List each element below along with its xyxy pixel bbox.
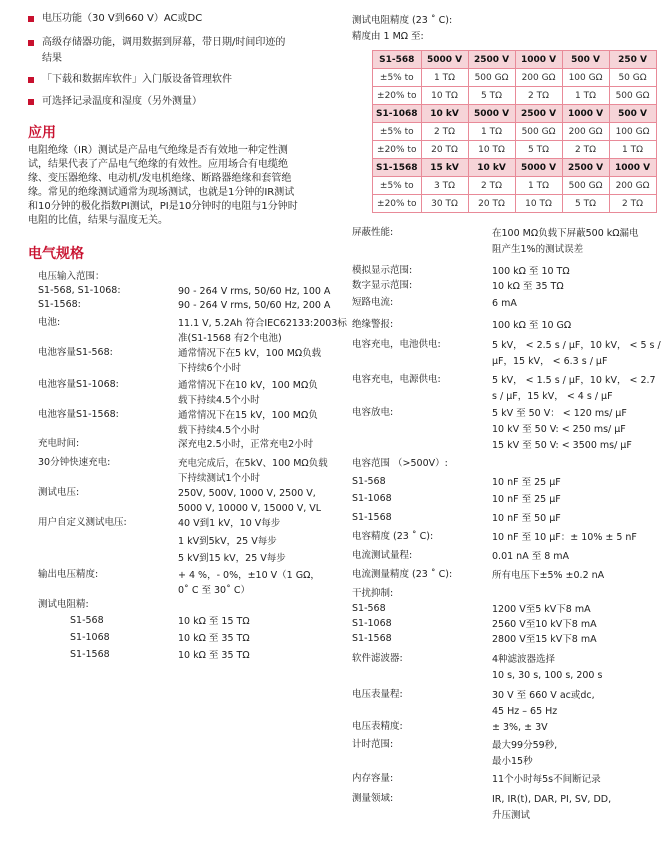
spec-label: 电压表量程: bbox=[352, 689, 403, 700]
spec-value-line: 1200 V至5 kV下8 mA bbox=[492, 604, 591, 615]
spec-value bbox=[178, 378, 318, 408]
table-cell: 250 V bbox=[609, 51, 656, 69]
spec-value-line: 通常情况下在5 kV，100 MΩ负载 bbox=[178, 348, 322, 359]
spec-value-line: 10 nF 至 25 μF bbox=[492, 477, 561, 488]
spec-label: 电流测量精度 (23 ˚ C): bbox=[352, 569, 453, 580]
spec-value-line: 100 kΩ 至 10 TΩ bbox=[492, 266, 570, 277]
spec-value bbox=[178, 437, 313, 452]
spec-label: S1-568, S1-1068: bbox=[38, 285, 121, 296]
spec-value bbox=[492, 602, 591, 618]
spec-label: S1-568 bbox=[70, 615, 104, 626]
table-header-row bbox=[373, 51, 657, 69]
spec-label: 测试电阻精: bbox=[38, 599, 89, 610]
table-row bbox=[373, 141, 657, 159]
table-cell: 200 GΩ bbox=[562, 123, 609, 141]
spec-label: S1-1068 bbox=[352, 493, 392, 504]
spec-value bbox=[178, 614, 250, 629]
table-cell: 2 TΩ bbox=[609, 195, 656, 213]
spec-label: 屏蔽性能: bbox=[352, 227, 394, 238]
spec-value-line: 90 - 264 V rms, 50/60 Hz, 100 A bbox=[178, 286, 331, 297]
spec-value-line: 10 nF 至 50 μF bbox=[492, 513, 561, 524]
table-cell: 10 TΩ bbox=[468, 141, 515, 159]
spec-label: 电压输入范围： bbox=[38, 271, 105, 282]
spec-label: 内存容量: bbox=[352, 773, 394, 784]
spec-value bbox=[492, 632, 597, 648]
spec-value-line: 10 kΩ 至 15 TΩ bbox=[178, 616, 250, 627]
table-cell: 100 GΩ bbox=[609, 123, 656, 141]
spec-value bbox=[492, 492, 561, 508]
spec-label: 软件滤波器: bbox=[352, 653, 403, 664]
spec-value-line: 5 kV 至 50 V： < 120 ms/ μF bbox=[492, 408, 627, 419]
spec-value bbox=[492, 296, 517, 312]
spec-value-line: + 4 %，- 0%，±10 V（1 GΩ， bbox=[178, 570, 320, 581]
spec-value-line: 准(S1-1568 有2个电池) bbox=[178, 333, 282, 344]
spec-label: 数字显示范围: bbox=[352, 280, 413, 291]
table-cell: 2500 V bbox=[515, 105, 562, 123]
bullet-square-icon bbox=[28, 40, 34, 46]
table-cell: 1 TΩ bbox=[421, 69, 468, 87]
table-cell: 15 kV bbox=[421, 159, 468, 177]
table-cell: 50 GΩ bbox=[609, 69, 656, 87]
spec-value bbox=[492, 617, 597, 633]
application-paragraph: 电阻绝缘（IR）测试是产品电气绝缘是否有效地一种定性测 试，结果代表了产品电气绝缘的有效性。应用场合有电缆绝 缘、变压器绝缘、电动机/发电机绝缘、断路器绝缘和套管绝 缘。常见的绝缘测试通常为现场测试，也就是1分钟的IR测试 和10分钟的极化指数PI测试，PI是10分钟时的电阻与1分钟时 电阻的比值，结果与温度无关。 bbox=[28, 145, 298, 226]
table-cell: 500 GΩ bbox=[468, 69, 515, 87]
spec-value-line: 6 mA bbox=[492, 298, 517, 309]
table-cell: 500 V bbox=[562, 51, 609, 69]
table-cell: S1-1568 bbox=[373, 159, 422, 177]
spec-value-line: 最大99分59秒, bbox=[492, 740, 558, 751]
spec-label: 模拟显示范围: bbox=[352, 265, 413, 276]
spec-value-line: 10 kΩ 至 35 TΩ bbox=[492, 281, 564, 292]
spec-value-line: 11个小时每5s不间断记录 bbox=[492, 774, 601, 785]
spec-label: S1-1568: bbox=[38, 299, 81, 310]
table-cell: 2 TΩ bbox=[421, 123, 468, 141]
spec-label: 电池容量S1-1568: bbox=[38, 409, 119, 420]
spec-value bbox=[492, 406, 632, 454]
spec-label: 电容范围 （>500V）: bbox=[352, 458, 448, 469]
table-cell: 5 TΩ bbox=[515, 141, 562, 159]
spec-value-line: 升压测试 bbox=[492, 810, 531, 821]
table-subcaption: 精度由 1 MΩ 至: bbox=[352, 31, 424, 42]
spec-value-line: 15 kV 至 50 V: < 3500 ms/ μF bbox=[492, 440, 632, 451]
spec-value-line: IR, IR(t), DAR, PI, SV, DD, bbox=[492, 794, 612, 805]
table-cell: 500 V bbox=[609, 105, 656, 123]
table-cell: 1000 V bbox=[609, 159, 656, 177]
table-cell: 1 TΩ bbox=[515, 177, 562, 195]
table-cell: 1000 V bbox=[562, 105, 609, 123]
table-cell: 5 TΩ bbox=[562, 195, 609, 213]
table-cell: 30 TΩ bbox=[421, 195, 468, 213]
spec-label: 计时范围: bbox=[352, 739, 394, 750]
table-cell: 2500 V bbox=[562, 159, 609, 177]
spec-value bbox=[178, 486, 321, 516]
spec-value-line: 所有电压下±5% ±0.2 nA bbox=[492, 570, 605, 581]
spec-value-line: 载下持续4.5个小时 bbox=[178, 395, 260, 406]
spec-label: 短路电流: bbox=[352, 297, 394, 308]
spec-value bbox=[492, 373, 656, 405]
table-cell: 1 TΩ bbox=[609, 141, 656, 159]
table-cell: 1000 V bbox=[515, 51, 562, 69]
spec-label: S1-568 bbox=[352, 603, 386, 614]
electrical-spec-heading: 电气规格 bbox=[28, 246, 84, 262]
table-cell: 5000 V bbox=[421, 51, 468, 69]
spec-label: 电容充电，电池供电: bbox=[352, 339, 441, 350]
spec-label: 测试电压: bbox=[38, 487, 80, 498]
spec-value-line: 11.1 V, 5.2Ah 符合IEC62133:2003标 bbox=[178, 318, 347, 329]
spec-value-line: 5 kV， < 2.5 s / μF，10 kV， < 5 s / bbox=[492, 340, 661, 351]
spec-label: 电压表精度: bbox=[352, 721, 403, 732]
spec-label: 电池容量S1-1068: bbox=[38, 379, 119, 390]
spec-value-line: 0˚ C 至 30˚ C） bbox=[178, 585, 250, 596]
spec-label: S1-1568 bbox=[352, 633, 392, 644]
spec-label: 测量领域: bbox=[352, 793, 394, 804]
table-cell: 500 GΩ bbox=[562, 177, 609, 195]
spec-value-line: 40 V到1 kV，10 V每步 bbox=[178, 518, 281, 529]
spec-value bbox=[492, 738, 557, 770]
spec-value bbox=[178, 516, 280, 531]
spec-value-line: 通常情况下在10 kV，100 MΩ负 bbox=[178, 380, 318, 391]
spec-value-line: 下持续测试1个小时 bbox=[178, 473, 261, 484]
table-cell: 2 TΩ bbox=[515, 87, 562, 105]
spec-value-line: 4种滤波器选择 bbox=[492, 654, 556, 665]
table-cell: 1 TΩ bbox=[468, 123, 515, 141]
application-heading: 应用 bbox=[28, 125, 56, 141]
spec-value bbox=[178, 298, 330, 313]
spec-value-line: 通常情况下在15 kV，100 MΩ负 bbox=[178, 410, 318, 421]
spec-value-line: 0.01 nA 至 8 mA bbox=[492, 551, 570, 562]
table-cell: 500 GΩ bbox=[515, 123, 562, 141]
spec-value-line: ± 3%, ± 3V bbox=[492, 722, 548, 733]
spec-value bbox=[492, 226, 639, 258]
spec-label: S1-1068 bbox=[352, 618, 392, 629]
table-cell: 200 GΩ bbox=[515, 69, 562, 87]
spec-value bbox=[492, 568, 604, 584]
table-cell: 2500 V bbox=[468, 51, 515, 69]
table-cell: ±5% to bbox=[373, 69, 422, 87]
spec-value bbox=[178, 551, 286, 566]
spec-value bbox=[178, 534, 277, 549]
table-header-row bbox=[373, 159, 657, 177]
table-cell: 5000 V bbox=[515, 159, 562, 177]
spec-label: 输出电压精度: bbox=[38, 569, 99, 580]
spec-label: 电池: bbox=[38, 317, 61, 328]
table-cell: 500 GΩ bbox=[609, 87, 656, 105]
spec-value-line: 5 kV到15 kV，25 V每步 bbox=[178, 553, 286, 564]
table-cell: 10 kV bbox=[421, 105, 468, 123]
table-row bbox=[373, 69, 657, 87]
spec-label: 电池容量S1-568: bbox=[38, 347, 113, 358]
spec-value bbox=[178, 456, 328, 486]
spec-value bbox=[492, 720, 548, 736]
spec-label: 干扰抑制: bbox=[352, 588, 394, 599]
table-row bbox=[373, 87, 657, 105]
bullet-square-icon bbox=[28, 16, 34, 22]
table-cell: 1 TΩ bbox=[562, 87, 609, 105]
spec-value bbox=[178, 568, 320, 598]
spec-label: 电容精度 (23 ˚ C): bbox=[352, 531, 434, 542]
spec-value bbox=[492, 264, 570, 280]
spec-value bbox=[492, 318, 571, 334]
spec-value bbox=[492, 688, 595, 720]
table-cell: S1-568 bbox=[373, 51, 422, 69]
spec-label: S1-568 bbox=[352, 476, 386, 487]
table-cell: ±20% to bbox=[373, 141, 422, 159]
spec-value-line: 2560 V至10 kV下8 mA bbox=[492, 619, 597, 630]
spec-label: 充电时间: bbox=[38, 438, 80, 449]
table-cell: S1-1068 bbox=[373, 105, 422, 123]
spec-value-line: 100 kΩ 至 10 GΩ bbox=[492, 320, 572, 331]
spec-value bbox=[178, 408, 318, 438]
table-cell: 20 TΩ bbox=[421, 141, 468, 159]
spec-value-line: 90 - 264 V rms, 50/60 Hz, 200 A bbox=[178, 300, 331, 311]
table-row bbox=[373, 123, 657, 141]
spec-label: 30分钟快速充电: bbox=[38, 457, 111, 468]
table-cell: 100 GΩ bbox=[562, 69, 609, 87]
table-row bbox=[373, 177, 657, 195]
spec-label: S1-1068 bbox=[70, 632, 110, 643]
spec-label: 用户自定义测试电压: bbox=[38, 517, 127, 528]
spec-value-line: 10 kV 至 50 V: < 250 ms/ μF bbox=[492, 424, 626, 435]
spec-value bbox=[492, 338, 661, 370]
spec-value-line: 10 nF 至 25 μF bbox=[492, 494, 561, 505]
table-cell: 10 TΩ bbox=[515, 195, 562, 213]
resistance-accuracy-table bbox=[372, 50, 657, 213]
spec-value bbox=[178, 648, 250, 663]
spec-value bbox=[492, 792, 611, 824]
spec-value-line: 载下持续4.5个小时 bbox=[178, 425, 260, 436]
spec-value bbox=[492, 549, 569, 565]
spec-value-line: 在100 MΩ负载下屏蔽500 kΩ漏电 bbox=[492, 228, 639, 239]
bullet-square-icon bbox=[28, 99, 34, 105]
spec-value-line: 30 V 至 660 V ac或dc, bbox=[492, 690, 595, 701]
spec-label: S1-1568 bbox=[70, 649, 110, 660]
spec-value-line: 充电完成后，在5kV、100 MΩ负载 bbox=[178, 458, 328, 469]
table-cell: ±20% to bbox=[373, 195, 422, 213]
table-header-row bbox=[373, 105, 657, 123]
table-caption: 测试电阻精度 (23 ˚ C): bbox=[352, 15, 453, 26]
spec-value bbox=[178, 316, 347, 346]
spec-value bbox=[178, 631, 250, 646]
spec-value-line: 5 kV， < 1.5 s / μF，10 kV， < 2.7 bbox=[492, 375, 656, 386]
spec-value-line: 1 kV到5kV，25 V每步 bbox=[178, 536, 277, 547]
spec-value-line: 5000 V, 10000 V, 15000 V, VL bbox=[178, 503, 322, 514]
spec-value-line: 最小15秒 bbox=[492, 756, 533, 767]
bullet-square-icon bbox=[28, 77, 34, 83]
spec-value-line: μF，15 kV， < 6.3 s / μF bbox=[492, 356, 608, 367]
spec-value-line: 下持续6个小时 bbox=[178, 363, 242, 374]
spec-value bbox=[492, 772, 601, 788]
spec-label: 绝缘警报: bbox=[352, 319, 394, 330]
spec-value-line: s / μF，15 kV， < 4 s / μF bbox=[492, 391, 613, 402]
spec-label: 电流测试量程: bbox=[352, 550, 413, 561]
table-cell: 5000 V bbox=[468, 105, 515, 123]
spec-value-line: 45 Hz – 65 Hz bbox=[492, 706, 558, 717]
spec-value-line: 10 s, 30 s, 100 s, 200 s bbox=[492, 670, 603, 681]
table-cell: 5 TΩ bbox=[468, 87, 515, 105]
table-cell: 200 GΩ bbox=[609, 177, 656, 195]
table-cell: 3 TΩ bbox=[421, 177, 468, 195]
table-cell: 20 TΩ bbox=[468, 195, 515, 213]
table-cell: ±20% to bbox=[373, 87, 422, 105]
table-cell: 10 kV bbox=[468, 159, 515, 177]
spec-value-line: 10 kΩ 至 35 TΩ bbox=[178, 650, 250, 661]
table-cell: 2 TΩ bbox=[468, 177, 515, 195]
spec-value-line: 10 nF 至 10 μF：± 10% ± 5 nF bbox=[492, 532, 637, 543]
table-cell: 10 TΩ bbox=[421, 87, 468, 105]
spec-value-line: 深充电2.5小时，正常充电2小时 bbox=[178, 439, 314, 450]
spec-value bbox=[492, 279, 564, 295]
spec-label: 电容放电: bbox=[352, 407, 394, 418]
spec-label: S1-1568 bbox=[352, 512, 392, 523]
spec-value bbox=[178, 346, 321, 376]
table-cell: ±5% to bbox=[373, 177, 422, 195]
table-row bbox=[373, 195, 657, 213]
spec-value-line: 2800 V至15 kV下8 mA bbox=[492, 634, 597, 645]
spec-value-line: 阻产生1%的测试误差 bbox=[492, 244, 584, 255]
table-cell: 2 TΩ bbox=[562, 141, 609, 159]
spec-value bbox=[492, 511, 561, 527]
spec-value bbox=[492, 652, 602, 684]
spec-value-line: 250V, 500V, 1000 V, 2500 V, bbox=[178, 488, 316, 499]
table-cell: ±5% to bbox=[373, 123, 422, 141]
spec-value bbox=[492, 530, 637, 546]
spec-value bbox=[178, 284, 330, 299]
spec-label: 电容充电，电源供电: bbox=[352, 374, 441, 385]
spec-value-line: 10 kΩ 至 35 TΩ bbox=[178, 633, 250, 644]
spec-value bbox=[492, 475, 561, 491]
